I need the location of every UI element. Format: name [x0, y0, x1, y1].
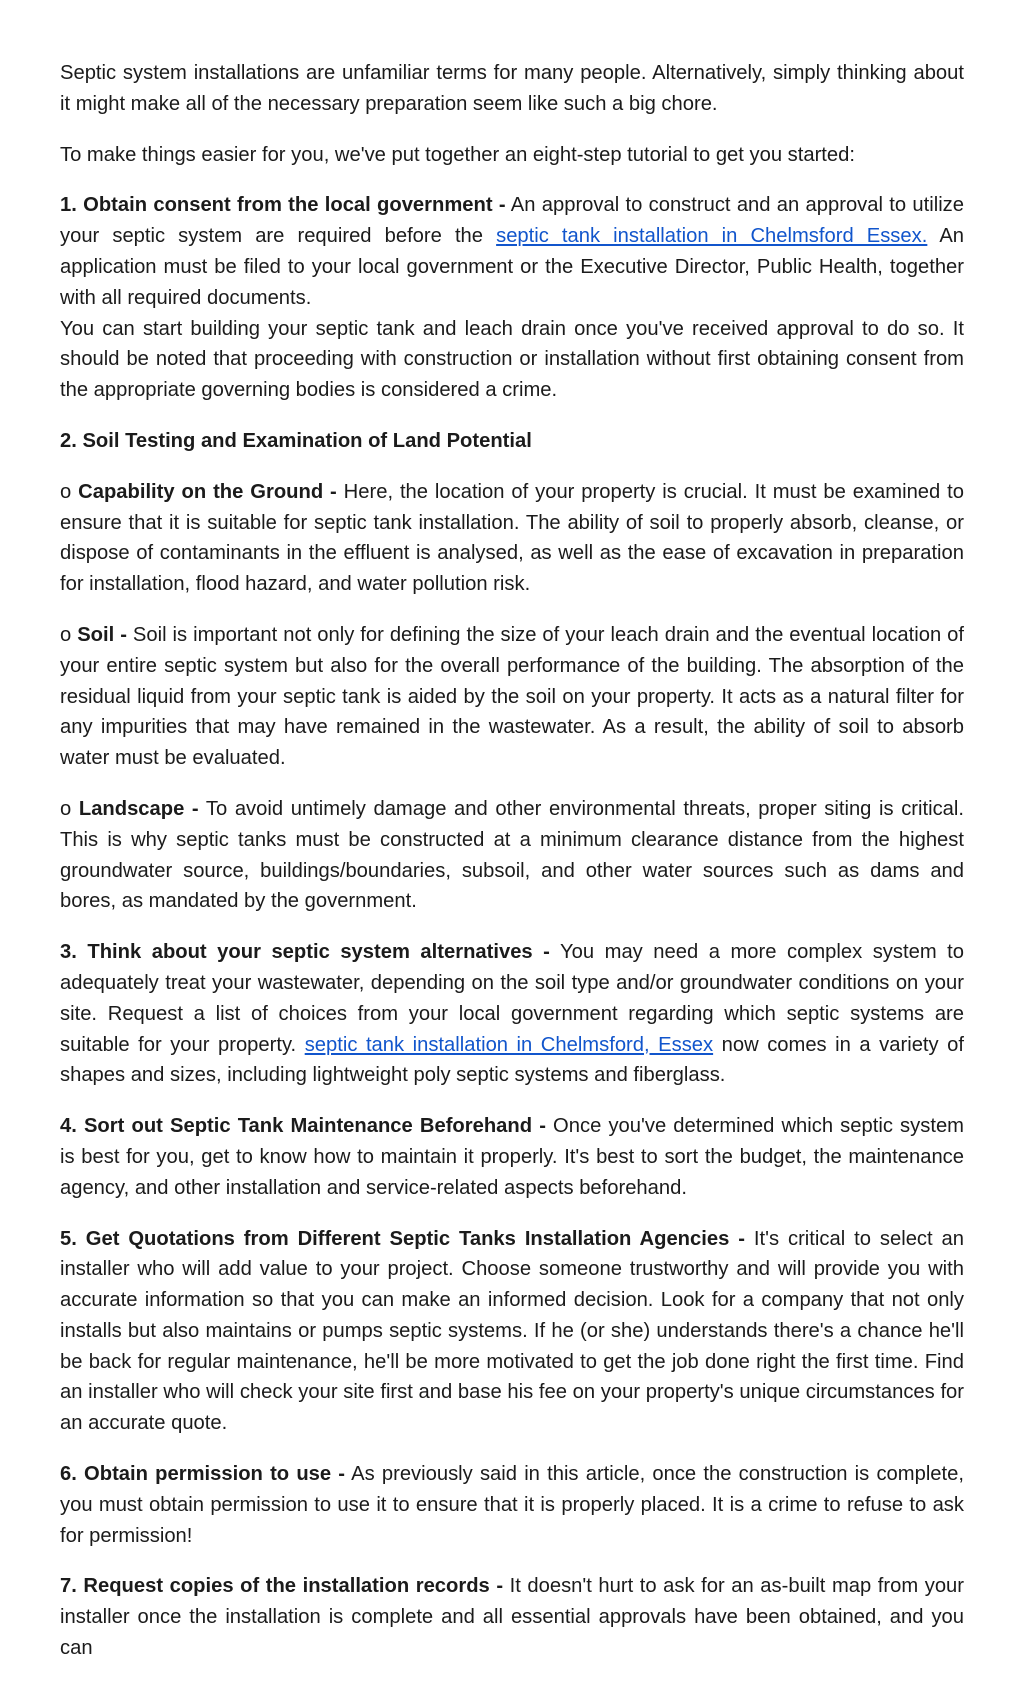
bullet-marker: o: [60, 623, 72, 646]
step-7-text: It doesn't hurt to ask for an as-built map from your installer once the installation is complete and all essential approvals have been obtained, and you can: [60, 1575, 964, 1660]
bullet-title-soil: Soil -: [77, 623, 127, 646]
step-5-paragraph: [60, 1224, 964, 1440]
intro-paragraph: Septic system installations are unfamiliar terms for many people. Alternatively, simply thinking about it might make all of the necessary preparation seem like such a big chore.: [60, 62, 964, 115]
step-5-heading: 5. Get Quotations from Different Septic Tanks Installation Agencies -: [60, 1227, 745, 1250]
chelmsford-essex-link-2[interactable]: septic tank installation in Chelmsford, Essex: [304, 1033, 714, 1056]
step-4-text: Once you've determined which septic system is best for you, get to know how to maintain it properly. It's best to sort the budget, the maintenance agency, and other installation and service-related aspects beforehand.: [60, 1115, 964, 1199]
step-7-heading: 7. Request copies of the installation records -: [60, 1575, 504, 1598]
step-6-heading: 6. Obtain permission to use -: [60, 1463, 346, 1486]
step-1-followup-paragraph: You can start building your septic tank and leach drain once you've received approval to do so. It should be noted that proceeding with construction or installation without first obtaining consent from the appropriate governing bodies is considered a crime.: [60, 317, 964, 402]
step-6-paragraph: [60, 1459, 964, 1551]
step-2-heading-text: 2. Soil Testing and Examination of Land Potential: [60, 429, 532, 452]
step-3-text: You may need a more complex system to adequately treat your wastewater, depending on the soil type and/or groundwater conditions on your site. Request a list of choices from your local government regarding which septic systems are suitable for your property.: [60, 941, 964, 1056]
bullet-soil: [60, 620, 964, 774]
bullet-capability-on-ground: [60, 477, 964, 600]
bullet-text-landscape: To avoid untimely damage and other environmental threats, proper siting is critical. This is why septic tanks must be constructed at a minimum clearance distance from the highest groundwater source, buildings/boundaries, subsoil, and other water sources such as dams and bores, as mandated by the government.: [60, 797, 965, 913]
bullet-text-soil: Soil is important not only for defining the size of your leach drain and the eventual location of your entire septic system but also for the overall performance of the building. The absorption of the residual liquid from your septic tank is aided by the soil on your property. It acts as a natural filter for any impurities that may have remained in the wastewater. As a result, the ability of soil to absorb water must be evaluated.: [60, 623, 964, 770]
step-3-heading: 3. Think about your septic system alternatives -: [60, 941, 550, 964]
bullet-landscape: [60, 794, 964, 917]
document-body: [60, 58, 964, 1684]
step-3-paragraph: [60, 937, 964, 1091]
intro-lead-paragraph: To make things easier for you, we've put together an eight-step tutorial to get you started:: [60, 143, 855, 166]
step-7-paragraph: [60, 1571, 964, 1663]
step-1-paragraph: [60, 190, 964, 313]
step-3-text-continued: now comes in a variety of shapes and sizes, including lightweight poly septic systems and fiberglass.: [60, 1033, 964, 1087]
step-5-text: It's critical to select an installer who will add value to your project. Choose someone trustworthy and will provide you with accurate information so that you can make an informed decision. Look for a company that not only installs but also maintains or pumps septic systems. If he (or she) understands there's a chance he'll be back for regular maintenance, he'll be more motivated to get the job done right the first time. Find an installer who will check your site first and base his fee on your property's unique circumstances for an accurate quote.: [60, 1227, 965, 1435]
step-4-heading: 4. Sort out Septic Tank Maintenance Beforehand -: [60, 1115, 546, 1138]
bullet-text-capability: Here, the location of your property is crucial. It must be examined to ensure that it is suitable for septic tank installation. The ability of soil to properly absorb, cleanse, or dispose of contaminants in the effluent is analysed, as well as the ease of excavation in preparation for installation, flood hazard, and water pollution risk.: [60, 480, 964, 596]
bullet-title-landscape: Landscape -: [78, 797, 199, 820]
bullet-title-capability: Capability on the Ground -: [78, 480, 337, 503]
step-1-text-continued: An application must be filed to your local government or the Executive Director, Public Health, together with all required documents.: [60, 225, 965, 309]
bullet-marker: o: [60, 480, 72, 503]
step-4-paragraph: [60, 1111, 964, 1203]
step-2-heading: [60, 426, 964, 457]
step-6-text: As previously said in this article, once the construction is complete, you must obtain permission to use it to ensure that it is properly placed. It is a crime to refuse to ask for permission!: [60, 1463, 964, 1547]
bullet-marker: o: [60, 797, 72, 820]
step-1-heading: 1. Obtain consent from the local government -: [60, 194, 506, 217]
step-1-text: An approval to construct and an approval to utilize your septic system are required before the: [60, 194, 965, 248]
chelmsford-essex-link[interactable]: septic tank installation in Chelmsford Essex.: [496, 225, 928, 248]
